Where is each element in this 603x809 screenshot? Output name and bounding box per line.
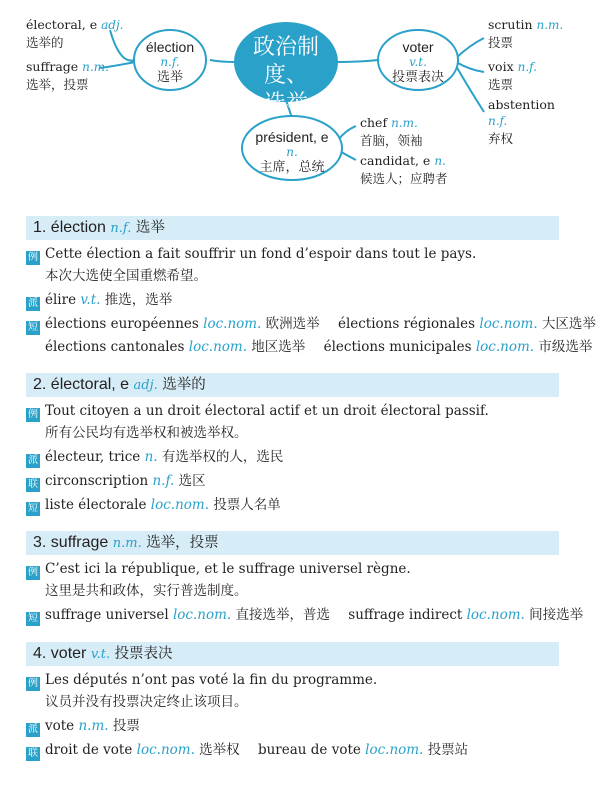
side-scrutin-word: scrutin bbox=[488, 17, 533, 32]
phrase-tag: 短 bbox=[28, 322, 38, 333]
entry-1-pos: n.f. bbox=[110, 221, 132, 236]
side-voix-pos: n.f. bbox=[517, 60, 537, 74]
side-electoral-word: électoral, e bbox=[26, 17, 98, 32]
side-suffrage-zh: 选举，投票 bbox=[26, 77, 89, 92]
side-electoral-zh: 选举的 bbox=[26, 35, 64, 50]
election-node bbox=[134, 40, 206, 85]
phrase-pos: loc.nom. bbox=[466, 607, 525, 623]
entry-2-derived-zh: 有选举权的人，选民 bbox=[161, 449, 284, 465]
entry-2-related bbox=[26, 471, 206, 492]
entry-1-example-zh: 本次大选使全国重燃希望。 bbox=[45, 268, 207, 284]
president-node bbox=[242, 130, 342, 175]
entry-1-derived-word: élire bbox=[45, 292, 77, 308]
side-chef-pos: n.m. bbox=[391, 116, 418, 130]
phrase-zh: 地区选举 bbox=[251, 339, 306, 355]
entry-2-headword: 2. électoral, e bbox=[33, 376, 130, 393]
phrase-tag: 短 bbox=[28, 613, 38, 624]
entry-1-phrases-row2 bbox=[45, 337, 592, 357]
phrase-zh: 大区选举 bbox=[541, 316, 596, 332]
derived-tag: 派 bbox=[28, 298, 38, 309]
president-pos: n. bbox=[286, 145, 298, 159]
side-abstention-zh: 弃权 bbox=[488, 131, 514, 146]
voter-node bbox=[378, 40, 458, 85]
related-phrase-zh: 投票站 bbox=[427, 742, 469, 758]
related-phrase-pos: loc.nom. bbox=[136, 742, 195, 758]
entry-1-header bbox=[26, 216, 559, 240]
election-zh: 选举 bbox=[156, 70, 183, 85]
entry-2-example-zh: 所有公民均有选举权和被选举权。 bbox=[45, 425, 248, 441]
entry-4-example bbox=[26, 670, 377, 691]
phrase-pos: loc.nom. bbox=[203, 316, 262, 332]
phrase-pos: loc.nom. bbox=[172, 607, 232, 623]
side-voix bbox=[488, 58, 537, 93]
entry-4-header bbox=[26, 642, 559, 666]
entry-1-derived bbox=[26, 290, 172, 311]
entry-1-headword: 1. élection bbox=[33, 219, 106, 236]
entry-4-derived-pos: n.m. bbox=[78, 718, 109, 734]
entry-2-phrase-fr: liste électorale bbox=[45, 497, 147, 513]
election-pos: n.f. bbox=[160, 55, 180, 69]
related-phrase-pos: loc.nom. bbox=[365, 742, 424, 758]
entry-2-pos: adj. bbox=[133, 378, 158, 393]
side-voix-word: voix bbox=[488, 59, 514, 74]
phrase-pos: loc.nom. bbox=[188, 339, 247, 355]
side-suffrage-pos: n.m. bbox=[82, 60, 109, 74]
president-zh: 主席，总统 bbox=[259, 160, 325, 175]
entry-4-headword: 4. voter bbox=[33, 645, 87, 662]
related-phrase-fr: droit de vote bbox=[45, 742, 133, 758]
entry-2-example bbox=[26, 401, 489, 422]
entry-1-example bbox=[26, 244, 476, 265]
voter-pos: v.t. bbox=[409, 55, 427, 69]
related-phrase-fr: bureau de vote bbox=[257, 742, 361, 758]
entry-2-derived bbox=[26, 447, 283, 468]
example-tag: 例 bbox=[28, 252, 38, 263]
entry-2-related-zh: 选区 bbox=[178, 473, 206, 489]
phrase-fr: élections européennes bbox=[45, 316, 199, 332]
side-abstention-word: abstention bbox=[488, 97, 555, 112]
entry-3-example-zh: 这里是共和政体，实行普选制度。 bbox=[45, 583, 248, 599]
phrase-fr: suffrage indirect bbox=[348, 607, 463, 623]
entry-4-derived bbox=[26, 716, 140, 737]
voter-zh: 投票表决 bbox=[391, 70, 444, 85]
entry-4-derived-zh: 投票 bbox=[112, 718, 140, 734]
side-scrutin-zh: 投票 bbox=[488, 35, 514, 50]
entry-3-headword: 3. suffrage bbox=[33, 534, 109, 551]
entry-1-derived-zh: 推选，选举 bbox=[104, 292, 173, 308]
phrase-fr: suffrage universel bbox=[45, 607, 169, 623]
phrase-tag: 短 bbox=[28, 503, 38, 514]
entry-1-derived-pos: v.t. bbox=[80, 292, 101, 308]
side-suffrage bbox=[26, 58, 109, 93]
side-candidat-zh: 候选人；应聘者 bbox=[360, 171, 448, 186]
entry-1-example-fr: Cette élection a fait souffrir un fond d’espoir dans tout le pays. bbox=[45, 246, 477, 262]
side-abstention bbox=[488, 96, 555, 147]
entry-4-example-fr: Les députés n’ont pas voté la fin du programme. bbox=[45, 672, 378, 688]
entry-1-zh: 选举 bbox=[135, 220, 165, 236]
entry-4-derived-word: vote bbox=[45, 718, 75, 734]
phrase-pos: loc.nom. bbox=[475, 339, 535, 355]
entry-2-example-fr: Tout citoyen a un droit électoral actif et un droit électoral passif. bbox=[45, 403, 489, 419]
phrase-fr: élections municipales bbox=[323, 339, 472, 355]
side-voix-zh: 选票 bbox=[488, 77, 514, 92]
side-electoral-pos: adj. bbox=[101, 18, 124, 32]
phrase-zh: 直接选举，普选 bbox=[235, 607, 330, 623]
derived-tag: 派 bbox=[28, 724, 38, 735]
side-abstention-pos: n.f. bbox=[488, 114, 508, 128]
entry-3-example bbox=[26, 559, 411, 580]
entry-2-related-pos: n.f. bbox=[152, 473, 175, 489]
entry-3-zh: 选举，投票 bbox=[146, 535, 219, 551]
related-phrase-zh: 选举权 bbox=[199, 742, 240, 758]
side-electoral bbox=[26, 16, 123, 51]
related-tag: 联 bbox=[28, 479, 38, 490]
entry-2-phrase bbox=[26, 495, 281, 516]
example-tag: 例 bbox=[28, 409, 38, 420]
side-scrutin bbox=[488, 16, 563, 51]
center-line1: 政治制度、 bbox=[252, 35, 319, 88]
derived-tag: 派 bbox=[28, 455, 38, 466]
side-scrutin-pos: n.m. bbox=[536, 18, 564, 32]
phrase-fr: élections cantonales bbox=[45, 339, 185, 355]
entry-2-derived-pos: n. bbox=[144, 449, 158, 465]
entry-2-phrase-zh: 投票人名单 bbox=[213, 497, 281, 513]
entry-3-pos: n.m. bbox=[112, 536, 142, 551]
entry-4-zh: 投票表决 bbox=[114, 646, 173, 662]
side-chef-zh: 首脑，领袖 bbox=[360, 133, 423, 148]
entry-2-header bbox=[26, 373, 559, 397]
related-tag: 联 bbox=[28, 748, 38, 759]
entry-2-related-word: circonscription bbox=[45, 473, 149, 489]
phrase-fr: élections régionales bbox=[337, 316, 476, 332]
side-candidat-pos: n. bbox=[434, 154, 446, 168]
center-line2: 选举 bbox=[263, 91, 308, 116]
entry-4-pos: v.t. bbox=[90, 647, 111, 662]
entry-2-zh: 选举的 bbox=[162, 377, 206, 393]
side-chef bbox=[360, 114, 423, 149]
side-candidat bbox=[360, 152, 448, 187]
entry-3-header bbox=[26, 531, 559, 555]
entry-2-phrase-pos: loc.nom. bbox=[150, 497, 210, 513]
side-candidat-word: candidat, e bbox=[360, 153, 431, 168]
phrase-pos: loc.nom. bbox=[479, 316, 538, 332]
entry-2-derived-word: électeur, trice bbox=[45, 449, 141, 465]
phrase-zh: 欧洲选举 bbox=[265, 316, 320, 332]
entry-1-phrases-row1 bbox=[26, 314, 596, 335]
phrase-zh: 间接选举 bbox=[529, 607, 584, 623]
voter-word: voter bbox=[402, 39, 434, 55]
center-topic bbox=[234, 34, 338, 118]
side-chef-word: chef bbox=[360, 115, 388, 130]
entry-3-phrases bbox=[26, 605, 583, 626]
example-tag: 例 bbox=[28, 567, 38, 578]
entry-4-example-zh: 议员并没有投票决定终止该项目。 bbox=[45, 694, 248, 710]
president-word: président, e bbox=[255, 129, 329, 145]
entry-3-example-fr: C’est ici la république, et le suffrage universel règne. bbox=[45, 561, 411, 577]
entry-4-related bbox=[26, 740, 468, 761]
phrase-zh: 市级选举 bbox=[538, 339, 593, 355]
side-suffrage-word: suffrage bbox=[26, 59, 79, 74]
election-word: élection bbox=[145, 39, 195, 55]
example-tag: 例 bbox=[28, 678, 38, 689]
